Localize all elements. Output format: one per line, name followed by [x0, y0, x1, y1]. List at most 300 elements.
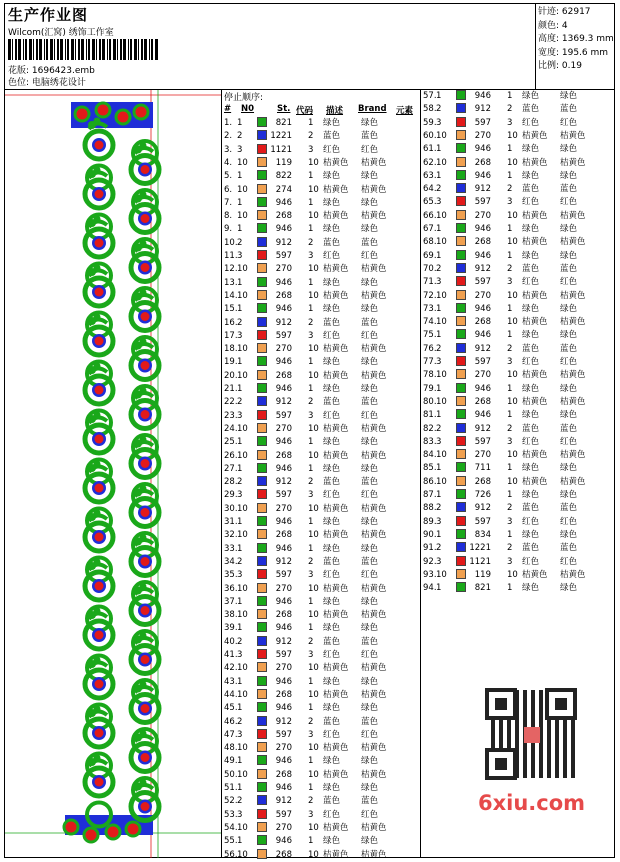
- thread-code: 912: [275, 716, 292, 727]
- stop-number: 70.: [423, 263, 437, 274]
- stop-number: 77.: [423, 357, 437, 367]
- thread-description: 蓝色: [522, 263, 540, 274]
- thread-code: 946: [474, 383, 491, 394]
- color-swatch: [257, 436, 267, 446]
- stop-number: 75.: [423, 330, 437, 341]
- thread-brand: 蓝色: [560, 503, 578, 514]
- stop-number: 30.: [224, 503, 238, 514]
- table-row: [423, 250, 618, 263]
- table-row: [224, 609, 419, 622]
- thread-brand: 绿色: [560, 170, 578, 181]
- color-swatch: [456, 329, 466, 339]
- thread-stop: 10: [507, 370, 518, 381]
- thread-code: 946: [474, 170, 491, 181]
- needle-number: 1: [237, 304, 243, 315]
- color-swatch: [456, 516, 466, 526]
- thread-brand: 红色: [560, 436, 578, 447]
- needle-number: 3: [436, 357, 442, 367]
- thread-stop: 1: [308, 676, 314, 687]
- color-swatch: [257, 157, 267, 167]
- thread-code: 946: [474, 224, 491, 234]
- needle-number: 1: [436, 583, 442, 594]
- thread-stop: 1: [507, 224, 513, 234]
- color-swatch: [257, 769, 267, 779]
- stop-number: 35.: [224, 570, 238, 581]
- stop-number: 48.: [224, 743, 238, 754]
- table-row: [224, 716, 419, 729]
- thread-brand: 绿色: [361, 357, 379, 368]
- needle-number: 3: [237, 809, 243, 820]
- stop-number: 78.: [423, 370, 437, 381]
- thread-description: 红色: [522, 277, 540, 288]
- thread-stop: 3: [308, 809, 314, 820]
- color-swatch: [456, 117, 466, 127]
- thread-code: 1121: [469, 556, 491, 567]
- thread-description: 蓝色: [323, 131, 341, 142]
- thread-brand: 绿色: [560, 250, 578, 261]
- stop-number: 6.: [224, 184, 233, 195]
- thread-code: 912: [275, 397, 292, 408]
- table-row: [224, 263, 419, 276]
- thread-brand: 桔黄色: [560, 130, 586, 141]
- thread-stop: 2: [308, 397, 314, 408]
- needle-number: 3: [436, 117, 442, 128]
- color-swatch: [456, 263, 466, 273]
- needle-number: 2: [436, 503, 442, 514]
- color-swatch: [456, 396, 466, 406]
- table-row: [224, 184, 419, 197]
- table-row: [224, 529, 419, 542]
- color-swatch: [456, 183, 466, 193]
- needle-number: 3: [237, 410, 243, 421]
- color-swatch: [456, 157, 466, 167]
- thread-brand: 绿色: [361, 703, 379, 714]
- table-row: [224, 809, 419, 822]
- thread-description: 桔黄色: [522, 157, 548, 168]
- color-swatch: [257, 689, 267, 699]
- needle-number: 10: [237, 769, 248, 780]
- table-row: [224, 290, 419, 303]
- thread-stop: 3: [308, 410, 314, 421]
- thread-code: 946: [275, 224, 292, 235]
- thread-stop: 1: [507, 583, 513, 594]
- stop-number: 4.: [224, 157, 233, 168]
- table-row: [224, 676, 419, 689]
- thread-brand: 绿色: [361, 596, 379, 607]
- thread-stop: 1: [507, 383, 513, 394]
- stop-number: 39.: [224, 623, 238, 634]
- color-swatch: [257, 450, 267, 460]
- thread-description: 红色: [323, 330, 341, 341]
- color-swatch: [456, 343, 466, 353]
- needle-number: 3: [237, 251, 243, 261]
- thread-brand: 绿色: [361, 543, 379, 554]
- thread-brand: 绿色: [361, 304, 379, 315]
- watermark: 6xiu.com: [478, 791, 586, 815]
- thread-description: 桔黄色: [522, 130, 548, 141]
- thread-brand: 蓝色: [361, 477, 379, 488]
- thread-code: 270: [275, 663, 292, 674]
- table-row: [423, 529, 618, 542]
- thread-description: 绿色: [522, 490, 540, 500]
- needle-number: 1: [436, 144, 442, 155]
- thread-description: 绿色: [522, 383, 540, 394]
- needle-number: 1: [237, 517, 243, 527]
- color-swatch: [257, 423, 267, 433]
- stop-number: 73.: [423, 303, 437, 314]
- table-row: [423, 223, 618, 236]
- thread-description: 绿色: [323, 703, 341, 714]
- table-row: [224, 330, 419, 343]
- thread-description: 绿色: [522, 410, 540, 421]
- thread-description: 桔黄色: [522, 569, 548, 580]
- color-swatch: [257, 117, 267, 127]
- thread-description: 蓝色: [323, 237, 341, 248]
- stop-number: 90.: [423, 529, 437, 540]
- thread-description: 绿色: [323, 171, 341, 182]
- thread-brand: 红色: [560, 277, 578, 288]
- thread-code: 268: [474, 476, 491, 487]
- needle-number: 10: [436, 237, 447, 248]
- thread-stop: 10: [507, 237, 518, 248]
- table-row: [224, 729, 419, 742]
- stop-number: 29.: [224, 490, 238, 501]
- thread-brand: 桔黄色: [361, 344, 387, 355]
- thread-stop: 10: [507, 396, 518, 407]
- table-row: [423, 170, 618, 183]
- thread-description: 红色: [323, 570, 341, 581]
- color-swatch: [257, 237, 267, 247]
- thread-description: 蓝色: [522, 503, 540, 514]
- needle-number: 1: [436, 490, 442, 500]
- thread-code: 946: [275, 596, 292, 607]
- table-row: [423, 157, 618, 170]
- qr-code: [473, 684, 589, 784]
- thread-description: 红色: [323, 729, 341, 740]
- thread-stop: 3: [507, 436, 513, 447]
- table-row: [224, 636, 419, 649]
- thread-stop: 2: [507, 543, 513, 554]
- needle-number: 1: [237, 783, 243, 793]
- thread-stop: 1: [507, 490, 513, 500]
- thread-description: 红色: [323, 809, 341, 820]
- thread-description: 红色: [522, 197, 540, 208]
- color-swatch: [257, 223, 267, 233]
- thread-stop: 2: [308, 636, 314, 647]
- stop-number: 84.: [423, 450, 437, 461]
- color-swatch: [456, 276, 466, 286]
- thread-brand: 红色: [361, 809, 379, 820]
- color-swatch: [456, 90, 466, 100]
- thread-code: 270: [275, 583, 292, 594]
- thread-stop: 1: [308, 277, 314, 288]
- needle-number: 1: [436, 330, 442, 341]
- thread-code: 912: [275, 477, 292, 488]
- thread-brand: 绿色: [361, 676, 379, 687]
- thread-code: 274: [275, 184, 292, 195]
- table-row: [224, 356, 419, 369]
- thread-stop: 2: [507, 343, 513, 354]
- stop-number: 94.: [423, 583, 437, 594]
- thread-brand: 蓝色: [560, 543, 578, 554]
- thread-description: 桔黄色: [323, 769, 349, 780]
- stop-number: 55.: [224, 836, 238, 847]
- color-swatch: [257, 370, 267, 380]
- thread-stop: 10: [308, 583, 319, 594]
- thread-stop: 1: [507, 529, 513, 540]
- needle-number: 2: [237, 796, 243, 807]
- thread-stop: 1: [507, 463, 513, 474]
- stop-number: 5.: [224, 171, 233, 182]
- stop-number: 69.: [423, 250, 437, 261]
- color-swatch: [456, 542, 466, 552]
- color-swatch: [257, 809, 267, 819]
- color-swatch: [456, 369, 466, 379]
- thread-code: 270: [275, 822, 292, 833]
- table-row: [423, 502, 618, 515]
- needle-number: 3: [237, 330, 243, 341]
- needle-number: 2: [237, 636, 243, 647]
- color-swatch: [456, 356, 466, 366]
- thread-code: 946: [275, 623, 292, 634]
- thread-stop: 2: [308, 477, 314, 488]
- thread-code: 268: [275, 610, 292, 621]
- color-swatch: [456, 569, 466, 579]
- thread-stop: 1: [308, 197, 314, 208]
- table-row: [224, 556, 419, 569]
- thread-description: 红色: [522, 357, 540, 367]
- table-row: [224, 197, 419, 210]
- table-row: [224, 410, 419, 423]
- thread-description: 绿色: [522, 529, 540, 540]
- table-row: [423, 290, 618, 303]
- color-swatch: [257, 716, 267, 726]
- thread-description: 桔黄色: [323, 583, 349, 594]
- thread-brand: 红色: [361, 144, 379, 155]
- stop-number: 76.: [423, 343, 437, 354]
- table-row: [423, 369, 618, 382]
- thread-stop: 10: [507, 130, 518, 141]
- thread-brand: 红色: [361, 729, 379, 740]
- thread-description: 绿色: [522, 583, 540, 594]
- stop-number: 27.: [224, 463, 238, 474]
- stop-number: 14.: [224, 290, 238, 301]
- thread-stop: 1: [308, 463, 314, 474]
- thread-stop: 3: [308, 729, 314, 740]
- thread-description: 红色: [323, 490, 341, 501]
- table-row: [224, 835, 419, 848]
- table-row: [224, 170, 419, 183]
- thread-code: 268: [275, 211, 292, 222]
- table-row: [224, 516, 419, 529]
- thread-brand: 桔黄色: [361, 663, 387, 674]
- table-row: [224, 303, 419, 316]
- thread-brand: 红色: [361, 570, 379, 581]
- needle-number: 1: [237, 384, 243, 394]
- needle-number: 1: [436, 170, 442, 181]
- table-row: [423, 356, 618, 369]
- thread-stop: 10: [308, 184, 319, 195]
- stop-number: 81.: [423, 410, 437, 421]
- needle-number: 10: [436, 317, 447, 328]
- thread-brand: 桔黄色: [361, 211, 387, 222]
- table-row: [423, 516, 618, 529]
- table-row: [423, 130, 618, 143]
- thread-code: 912: [474, 104, 491, 115]
- thread-stop: 2: [308, 131, 314, 142]
- color-swatch: [257, 356, 267, 366]
- needle-number: 3: [237, 650, 243, 660]
- thread-brand: 绿色: [361, 756, 379, 767]
- thread-code: 597: [474, 357, 491, 367]
- color-swatch: [456, 383, 466, 393]
- thread-description: 绿色: [522, 224, 540, 234]
- thread-code: 912: [275, 636, 292, 647]
- thread-stop: 1: [308, 783, 314, 793]
- table-row: [224, 489, 419, 502]
- thread-brand: 蓝色: [361, 131, 379, 142]
- thread-stop: 10: [308, 370, 319, 381]
- thread-brand: 绿色: [361, 463, 379, 474]
- thread-brand: 红色: [361, 490, 379, 501]
- thread-brand: 绿色: [361, 783, 379, 793]
- needle-number: 3: [237, 490, 243, 501]
- thread-brand: 桔黄色: [361, 184, 387, 195]
- table-row: [423, 449, 618, 462]
- thread-description: 绿色: [323, 623, 341, 634]
- thread-stop: 10: [507, 157, 518, 168]
- embroidery-preview: [5, 90, 222, 858]
- thread-code: 912: [275, 237, 292, 248]
- thread-stop: 10: [507, 450, 518, 461]
- thread-stop: 2: [308, 317, 314, 328]
- thread-brand: 绿色: [560, 91, 578, 101]
- needle-number: 2: [436, 104, 442, 115]
- stop-number: 11.: [224, 251, 238, 261]
- needle-number: 10: [237, 849, 248, 860]
- thread-stop: 10: [308, 290, 319, 301]
- thread-description: 红色: [323, 251, 341, 261]
- thread-stop: 10: [308, 743, 319, 754]
- col-header-num: #: [224, 104, 232, 114]
- thread-code: 119: [275, 157, 292, 168]
- needle-number: 1: [436, 529, 442, 540]
- thread-stop: 1: [308, 703, 314, 714]
- table-row: [224, 423, 419, 436]
- thread-code: 270: [275, 743, 292, 754]
- color-swatch: [257, 263, 267, 273]
- thread-code: 597: [275, 410, 292, 421]
- thread-description: 蓝色: [522, 184, 540, 195]
- table-row: [423, 383, 618, 396]
- needle-number: 1: [237, 437, 243, 448]
- table-row: [224, 503, 419, 516]
- thread-brand: 绿色: [361, 118, 379, 128]
- color-swatch: [456, 303, 466, 313]
- table-row: [224, 622, 419, 635]
- thread-code: 946: [275, 756, 292, 767]
- color-swatch: [456, 423, 466, 433]
- table-row: [423, 489, 618, 502]
- thread-code: 268: [474, 237, 491, 248]
- needle-number: 10: [237, 583, 248, 594]
- thread-brand: 桔黄色: [361, 743, 387, 754]
- thread-stop: 3: [507, 357, 513, 367]
- thread-brand: 红色: [560, 117, 578, 128]
- thread-brand: 蓝色: [361, 796, 379, 807]
- color-swatch: [257, 317, 267, 327]
- needle-number: 10: [237, 290, 248, 301]
- thread-description: 桔黄色: [522, 396, 548, 407]
- thread-code: 946: [275, 304, 292, 315]
- thread-brand: 红色: [361, 650, 379, 660]
- thread-code: 119: [474, 569, 491, 580]
- thread-brand: 绿色: [361, 623, 379, 634]
- thread-description: 桔黄色: [323, 530, 349, 541]
- embroidery-pattern: [64, 102, 159, 842]
- thread-description: 红色: [522, 556, 540, 567]
- thread-description: 绿色: [522, 144, 540, 155]
- thread-description: 蓝色: [323, 317, 341, 328]
- table-row: [423, 542, 618, 555]
- thread-brand: 蓝色: [560, 263, 578, 274]
- color-swatch: [257, 596, 267, 606]
- thread-stop: 10: [308, 211, 319, 222]
- color-swatch: [456, 170, 466, 180]
- design-width: 宽度: 195.6 mm: [538, 47, 609, 58]
- stop-number: 33.: [224, 543, 238, 554]
- table-row: [423, 263, 618, 276]
- thread-code: 946: [474, 303, 491, 314]
- color-swatch: [257, 795, 267, 805]
- thread-code: 912: [275, 556, 292, 567]
- thread-stop: 10: [507, 476, 518, 487]
- needle-number: 10: [436, 157, 447, 168]
- stop-number: 21.: [224, 384, 238, 394]
- stop-number: 57.: [423, 91, 437, 101]
- stitch-count: 针迹: 62917: [538, 7, 591, 17]
- color-swatch: [456, 223, 466, 233]
- table-row: [423, 276, 618, 289]
- thread-brand: 红色: [560, 556, 578, 567]
- table-row: [423, 210, 618, 223]
- stop-number: 58.: [423, 104, 437, 115]
- stop-number: 92.: [423, 556, 437, 567]
- table-row: [224, 476, 419, 489]
- table-row: [423, 329, 618, 342]
- color-swatch: [257, 330, 267, 340]
- thread-description: 桔黄色: [323, 211, 349, 222]
- table-row: [224, 583, 419, 596]
- thread-description: 红色: [522, 436, 540, 447]
- thread-stop: 1: [308, 836, 314, 847]
- needle-number: 2: [237, 237, 243, 248]
- thread-code: 1221: [270, 131, 292, 142]
- color-swatch: [257, 250, 267, 260]
- stop-number: 44.: [224, 689, 238, 700]
- sequence-heading: 停止顺序:: [224, 93, 264, 103]
- thread-description: 桔黄色: [323, 849, 349, 860]
- color-swatch: [456, 103, 466, 113]
- thread-stop: 10: [308, 689, 319, 700]
- thread-description: 蓝色: [323, 556, 341, 567]
- thread-code: 912: [474, 184, 491, 195]
- color-swatch: [257, 609, 267, 619]
- col-header-desc: 描述: [326, 106, 344, 116]
- table-row: [423, 316, 618, 329]
- thread-code: 597: [275, 251, 292, 261]
- position-label: 色位: 电脑绣花设计: [8, 78, 86, 88]
